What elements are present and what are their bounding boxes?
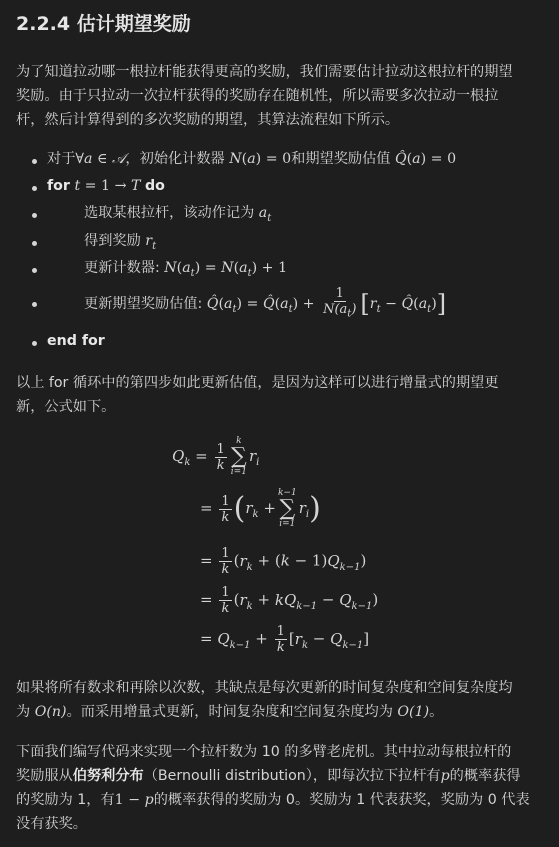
eq-row-5: = $Q_{k-1}$ + $\frac{1}{k}$ $[r_k - Q_{k-1}]$	[200, 624, 370, 655]
eq-row-4: = $\frac{1}{k}$ $(r_k + kQ_{k-1} - Q_{k-1})$	[200, 585, 379, 616]
algo-step-2: 得到奖励 $r_t$	[84, 233, 157, 252]
intro-line-2: 奖励。由于只拉动一次拉杆获得的奖励存在随机性，所以需要多次拉动一根拉	[16, 88, 499, 104]
para4-line-4: 没有获奖。	[16, 816, 87, 832]
para4-line-2: 奖励服从伯努利分布（Bernoulli distribution），即每次拉下拉杆有p的概率获得	[16, 768, 521, 784]
para4-line-3: 的奖励为 1，有1 − p的概率获得的奖励为 0。奖励为 1 代表获奖，奖励为 0 代表	[16, 792, 530, 808]
bullet	[32, 302, 37, 307]
algo-init: 对于∀a ∈ 𝒜，初始化计数器 N(a) = 0和期望奖励估值 Q̂(a) = 0	[47, 151, 457, 167]
eq-row-1: $Q_k$ = $\frac{1}{k}$ k ∑ i=1 $r_i$	[172, 436, 260, 477]
section-heading: 2.2.4 估计期望奖励	[16, 13, 191, 35]
para3-line-1: 如果将所有数求和再除以次数，其缺点是每次更新的时间复杂度和空间复杂度均	[16, 680, 513, 696]
algo-step-3: 更新计数器: $N(a_t) = N(a_t) + 1$	[84, 260, 288, 279]
intro-line-3: 杆，然后计算得到的多次奖励的期望，其算法流程如下所示。	[16, 112, 400, 128]
eq-row-2: = $\frac{1}{k}$ ($r_k$ + k−1 ∑ i=1 $r_i$)	[200, 488, 321, 529]
bullet	[32, 241, 37, 246]
para4-line-1: 下面我们编写代码来实现一个拉杆数为 10 的多臂老虎机。其中拉动每根拉杆的	[16, 744, 512, 760]
fraction: $\frac{1}{N(a_t)}$	[323, 286, 357, 320]
bullet	[32, 159, 37, 164]
bullet	[32, 213, 37, 218]
bullet	[32, 268, 37, 273]
para2-line-2: 新，公式如下。	[16, 399, 116, 415]
bullet	[32, 341, 37, 346]
algo-for: for t = 1 → T do	[47, 178, 165, 194]
para2-line-1: 以上 for 循环中的第四步如此更新估值，是因为这样可以进行增量式的期望更	[16, 375, 499, 391]
bullet	[32, 186, 37, 191]
para3-line-2: 为 O(n)。而采用增量式更新，时间复杂度和空间复杂度均为 O(1)。	[16, 704, 444, 720]
eq-row-3: = $\frac{1}{k}$ $(r_k + (k - 1)Q_{k-1})$	[200, 546, 367, 577]
algo-step-4: 更新期望奖励估值: $Q̂(a_t)$ = $Q̂(a_t)$ + $\frac{1}{N(a_t)}$ [$r_t$ − $Q̂(a_t)$]	[84, 286, 447, 320]
bernoulli-term: 伯努利分布	[72, 768, 144, 784]
intro-line-1: 为了知道拉动哪一根拉杆能获得更高的奖励，我们需要估计拉动这根拉杆的期望	[16, 64, 513, 80]
algo-endfor: end for	[47, 333, 105, 349]
algo-step-1: 选取某根拉杆，该动作记为 $a_t$	[84, 205, 272, 224]
